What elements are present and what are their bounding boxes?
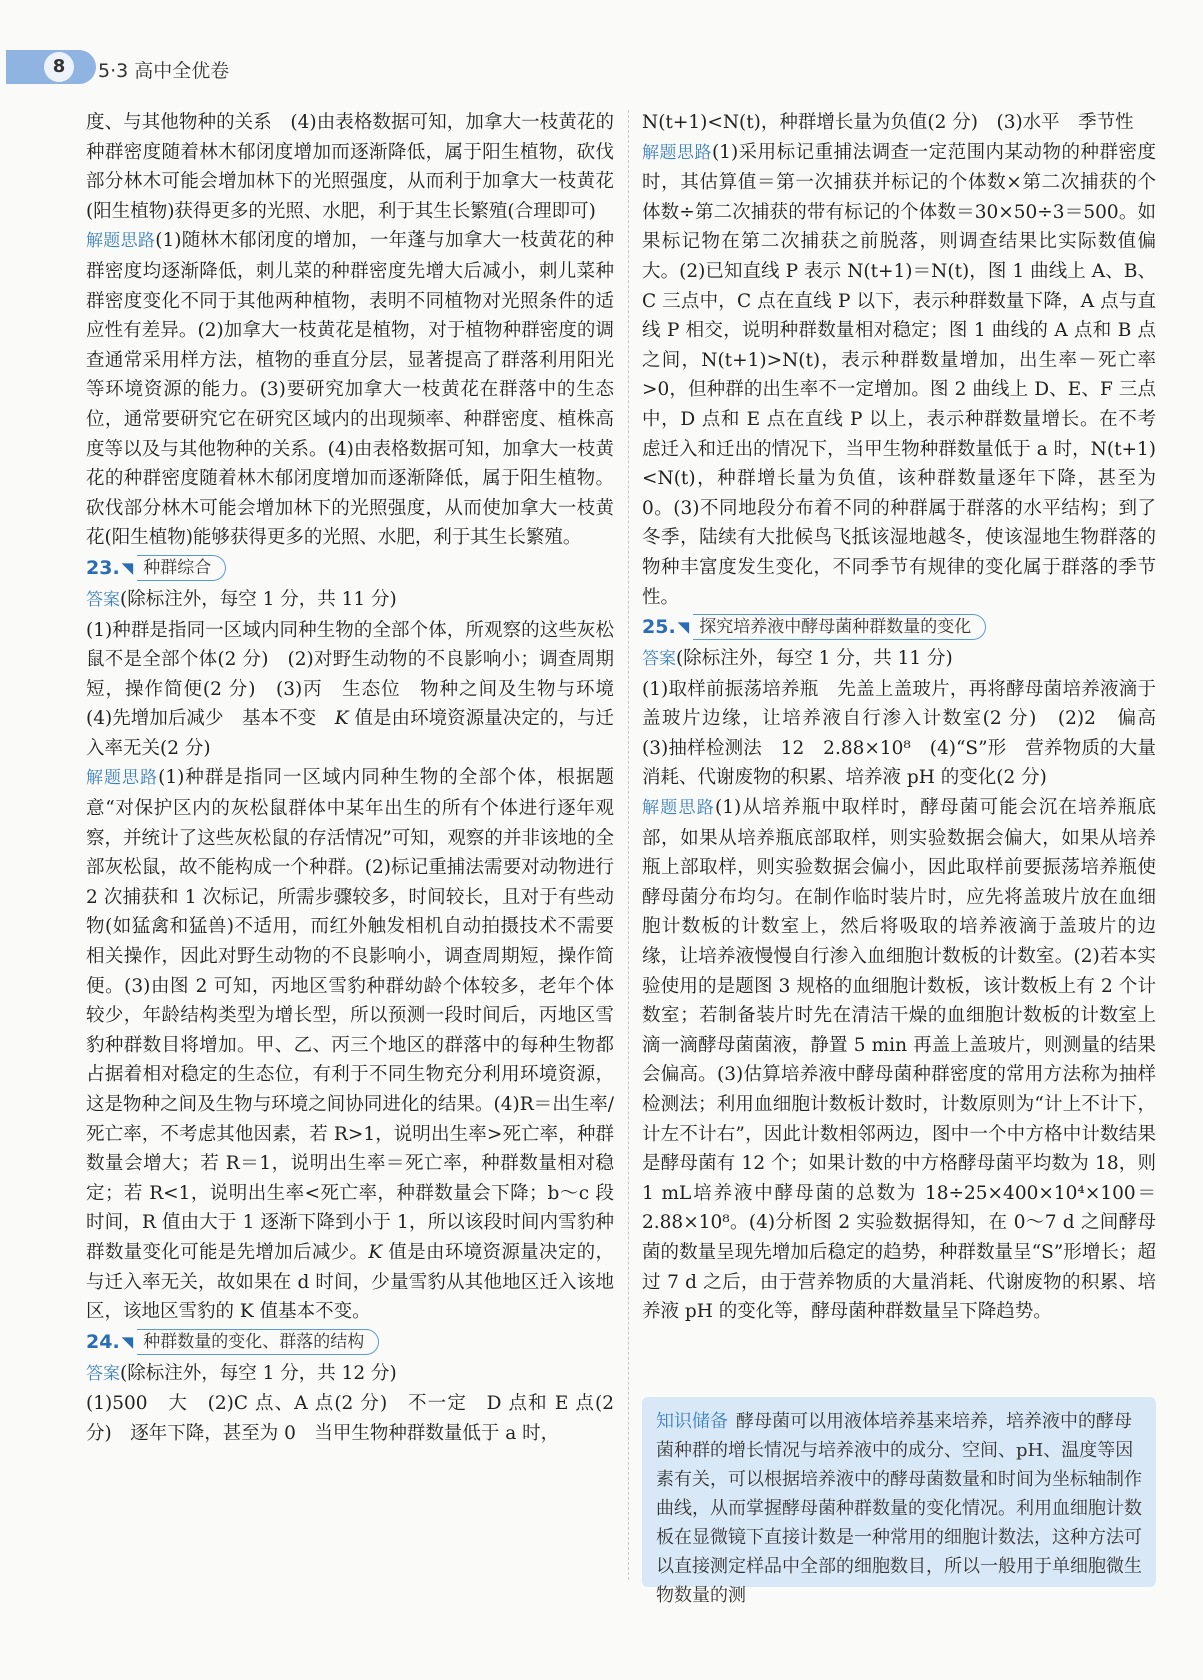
right-column (642, 108, 1175, 1327)
flag-icon: ◥ (121, 1332, 134, 1351)
q23-explanation: 解题思路(1)种群是指同一区域内同种生物的全部个体，根据题意“对保护区内的灰松鼠群体中某年出生的所有个体进行逐年观察，并统计了这些灰松鼠的存活情况”可知，观察的并非该地的全部灰松鼠，故不能构成一个种群。(2)标记重捕法需要对动物进行 2 次捕获和 1 次标记，所需步骤较多，时间较长，且对于有些动物(如猛禽和猛兽)不适用，而红外触发相机自动拍摄技术不需要相关操作，因此对野生动物的不良影响小，调查周期短，操作简便。(3)由图 2 可知，丙地区雪豹种群幼龄个体较多，老年个体较少，年龄结构类型为增长型，所以预测一段时间后，丙地区雪豹种群数目将增加。甲、乙、丙三个地区的群落中的每种生物都占据着相对稳定的生态位，有利于不同生物充分利用环境资源，这是物种之间及生物与环境之间协同进化的结果。(4)R＝出生率/死亡率，不考虑其他因素，若 R>1，说明出生率>死亡率，种群数量会增大；若 R＝1，说明出生率＝死亡率，种群数量相对稳定；若 R<1，说明出生率<死亡率，种群数量会下降；b～c 段时间，R 值由大于 1 逐渐下降到小于 1，所以该段时间内雪豹种群数量变化可能是先增加后减少。K 值是由环境资源量决定的，与迁入率无关，故如果在 d 时间，少量雪豹从其他地区迁入该地区，该地区雪豹的 K 值基本不变。 (86, 767, 614, 1323)
q24-heading: 24. ◥ 种群数量的变化、群落的结构 (86, 1329, 614, 1355)
solution-label: 解题思路 (86, 768, 159, 789)
knowledge-text: 酵母菌可以用液体培养基来培养，培养液中的酵母菌种群的增长情况与培养液中的成分、空间、pH、温度等因素有关，可以根据培养液中的酵母菌数量和时间为坐标轴制作曲线，从而掌握酵母菌种群数量的变化情况。利用血细胞计数板在显微镜下直接计数是一种常用的细胞计数法，这种方法可以直接测定样品中全部的细胞数目，所以一般用于单细胞微生物数量的测 (656, 1411, 1142, 1606)
q24-explanation: 解题思路(1)采用标记重捕法调查一定范围内某动物的种群密度时，其估算值＝第一次捕获并标记的个体数×第二次捕获的个体数÷第二次捕获的带有标记的个体数＝30×50÷3＝500。如果标记物在第二次捕获之前脱落，则调查结果比实际数值偏大。(2)已知直线 P 表示 N(t+1)＝N(t)，图 1 曲线上 A、B、C 三点中，C 点在直线 P 以下，表示种群数量下降，A 点与直线 P 相交，说明种群数量相对稳定；图 1 曲线的 A 点和 B 点之间，N(t+1)>N(t)，表示种群数量增加，出生率－死亡率>0，但种群的出生率不一定增加。图 2 曲线上 D、E、F 三点中，D 点和 E 点在直线 P 以上，表示种群数量增长。在不考虑迁入和迁出的情况下，当甲生物种群数量低于 a 时，N(t+1)<N(t)，种群增长量为负值，该种群数量逐年下降，甚至为 0。(3)不同地段分布着不同的种群属于群落的水平结构；到了冬季，陆续有大批候鸟飞抵该湿地越冬，使该湿地生物群落的物种丰富度发生变化，不同季节有规律的变化属于群落的季节性。 (642, 141, 1156, 608)
left-column (86, 108, 633, 1449)
page-number: 8 (44, 52, 74, 82)
solution-label: 解题思路 (642, 142, 712, 163)
solution-label: 解题思路 (86, 231, 156, 252)
q23-heading: 23. ◥ 种群综合 (86, 555, 614, 581)
page-header (0, 40, 1203, 90)
q25-answer: 答案(除标注外，每空 1 分，共 11 分) (642, 648, 953, 670)
q25-topic-tag: 探究培养液中酵母菌种群数量的变化 (693, 614, 986, 640)
q22-explanation: 解题思路(1)随林木郁闭度的增加，一年蓬与加拿大一枝黄花的种群密度均逐渐降低，刺儿菜的种群密度先增大后减小，刺儿菜种群密度变化不同于其他两种植物，表明不同植物对光照条件的适应性有差异。(2)加拿大一枝黄花是植物，对于植物种群密度的调查通常采用样方法，植物的垂直分层，显著提高了群落利用阳光等环境资源的能力。(3)要研究加拿大一枝黄花在群落中的生态位，通常要研究它在研究区域内的出现频率、种群密度、植株高度等以及与其他物种的关系。(4)由表格数据可知，加拿大一枝黄花的种群密度随着林木郁闭度增加而逐渐降低，属于阳生植物。砍伐部分林木可能会增加林下的光照强度，从而使加拿大一枝黄花(阳生植物)能够获得更多的光照、水肥，利于其生长繁殖。 (86, 230, 614, 549)
q24-answer-body: (1)500 大 (2)C 点、A 点(2 分) 不一定 D 点和 E 点(2 分) 逐年下降，甚至为 0 当甲生物种群数量低于 a 时， (86, 1393, 614, 1444)
q23-answer-body: (1)种群是指同一区域内同种生物的全部个体，所观察的这些灰松鼠不是全部个体(2 分) (2)对野生动物的不良影响小；调查周期短，操作简便(2 分) (3)丙 生态位 物种之间及生物与环境 (4)先增加后减少 基本不变 K 值是由环境资源量决定的，与迁入率无关(2 分) (86, 619, 633, 759)
knowledge-box (642, 1397, 1156, 1606)
q24-answer-cont: N(t+1)<N(t)，种群增长量为负值(2 分) (3)水平 季节性 (642, 112, 1134, 133)
q25-heading: 25. ◥ 探究培养液中酵母菌种群数量的变化 (642, 614, 1156, 640)
answer-label: 答案 (86, 589, 120, 610)
flag-icon: ◥ (677, 618, 690, 637)
q25-explanation: 解题思路(1)从培养瓶中取样时，酵母菌可能会沉在培养瓶底部，如果从培养瓶底部取样，则实验数据会偏大，如果从培养瓶上部取样，则实验数据会偏小，因此取样前要振荡培养瓶使酵母菌分布均匀。在制作临时装片时，应先将盖玻片放在血细胞计数板的计数室上，然后将吸取的培养液滴于盖玻片的边缘，让培养液慢慢自行渗入血细胞计数板的计数室。(2)若本实验使用的是题图 3 规格的血细胞计数板，该计数板上有 2 个计数室；若制备装片时先在清洁干燥的血细胞计数板的计数室上滴一滴酵母菌菌液，静置 5 min 再盖上盖玻片，则测量的结果会偏高。(3)估算培养液中酵母菌种群密度的常用方法称为抽样检测法；利用血细胞计数板计数时，计数原则为“计上不计下，计左不计右”，因此计数相邻两边，图中一个中方格中计数结果是酵母菌有 12 个；如果计数的中方格酵母菌平均数为 18，则 1 mL培养液中酵母菌的总数为 18÷25×400×10⁴×100＝2.88×10⁸。(4)分析图 2 实验数据得知，在 0～7 d 之间酵母菌的数量呈现先增加后稳定的趋势，种群数量呈“S”形增长；超过 7 d 之后，由于营养物质的大量消耗、代谢废物的积累、培养液 pH 的变化等，酵母菌种群数量呈下降趋势。 (642, 797, 1156, 1323)
q25-answer-body: (1)取样前振荡培养瓶 先盖上盖玻片，再将酵母菌培养液滴于盖玻片边缘，让培养液自行渗入计数室(2 分) (2)2 偏高 (3)抽样检测法 12 2.88×10⁸ (4)“S”形 营养物质的大量消耗、代谢废物的积累、培养液 pH 的变化(2 分) (642, 678, 1175, 789)
q24-topic-tag: 种群数量的变化、群落的结构 (137, 1329, 379, 1355)
book-title: 5·3 高中全优卷 (98, 60, 230, 82)
column-divider (628, 110, 630, 1580)
q23-answer: 答案(除标注外，每空 1 分，共 11 分) (86, 588, 397, 610)
q23-topic-tag: 种群综合 (137, 555, 226, 581)
solution-label: 解题思路 (642, 798, 716, 819)
q24-answer: 答案(除标注外，每空 1 分，共 12 分) (86, 1362, 397, 1384)
q22-answer-tail: 度、与其他物种的关系 (4)由表格数据可知，加拿大一枝黄花的种群密度随着林木郁闭度增加而逐渐降低，属于阳生植物，砍伐部分林木可能会增加林下的光照强度，从而利于加拿大一枝黄花(阳生植物)获得更多的光照、水肥，利于其生长繁殖(合理即可) (86, 112, 614, 222)
flag-icon: ◥ (121, 558, 134, 577)
answer-label: 答案 (86, 1363, 120, 1384)
answer-label: 答案 (642, 649, 676, 670)
knowledge-label: 知识储备 (656, 1411, 728, 1432)
